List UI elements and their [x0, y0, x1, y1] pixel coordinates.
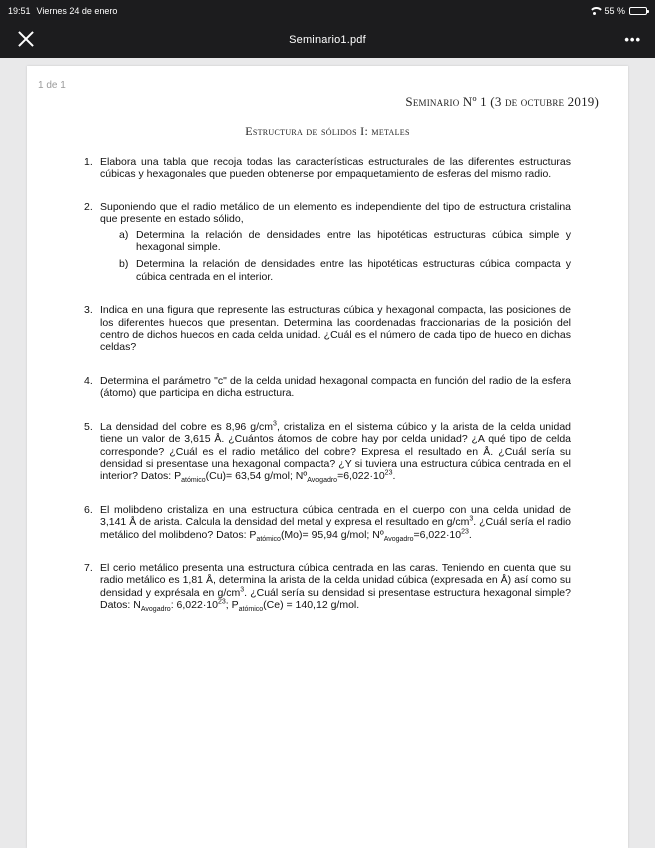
- subscript: atómico: [256, 535, 281, 543]
- text-run: =6,022·10: [337, 470, 385, 483]
- sub-question-list: [100, 229, 571, 284]
- status-date: Viernes 24 de enero: [36, 6, 118, 16]
- sub-question-text: Determina la relación de densidades entre las hipotéticas estructuras cúbica compacta y cúbica centrada en el interior.: [136, 258, 571, 283]
- subscript: Avogadro: [140, 606, 171, 614]
- text-run: (Ce) = 140,12 g/mol.: [263, 599, 360, 612]
- question-number: 3.: [84, 304, 93, 317]
- text-run: : 6,022·10: [170, 599, 218, 612]
- question-text: Determina el parámetro "c" de la celda unidad hexagonal compacta en función del radio de la esfera (átomo) que participa en dicha estructura.: [100, 374, 571, 400]
- subscript: Avogadro: [383, 535, 414, 543]
- seminar-title: Seminario Nº 1 (3 de octubre 2019): [405, 94, 599, 109]
- sub-question-letter: b): [119, 258, 129, 271]
- question-text: [100, 504, 571, 541]
- question-number: 2.: [84, 200, 93, 213]
- page-indicator: 1 de 1: [38, 80, 66, 91]
- superscript: 3: [240, 586, 245, 594]
- question-7: [84, 562, 571, 612]
- text-run: (Mo)= 95,94 g/mol; Nº: [280, 528, 384, 541]
- question-text: Elabora una tabla que recoja todas las características estructurales de las diferentes estructuras cúbicas y hexagonales que pueden obtenerse por empaquetamiento de esferas del mismo radio.: [100, 156, 571, 181]
- question-4: [84, 375, 571, 400]
- subscript: Avogadro: [307, 477, 338, 485]
- document-heading: Estructura de sólidos I: metales: [245, 124, 410, 138]
- wifi-icon: [589, 7, 600, 15]
- battery-percent: 55 %: [604, 6, 625, 16]
- question-list: [84, 156, 571, 629]
- question-number: 4.: [84, 374, 93, 387]
- text-run: El molibdeno cristaliza en una estructura cúbica centrada en el cuerpo con una celda unidad de 3,141 Å de arista. Calcula la densidad del metal y expresa el resultado en g/cm: [100, 503, 571, 529]
- question-text: Indica en una figura que represente las estructuras cúbica y hexagonal compacta, las posiciones de los diferentes huecos que presentan. Determina las coordenadas fraccionarias de la posición del centro de dichos huecos en cada celda unidad. ¿Cuál es el número de cada tipo de hueco en dichas celdas?: [100, 304, 571, 354]
- question-number: 5.: [84, 420, 93, 433]
- superscript: 23: [384, 469, 393, 477]
- question-1: [84, 156, 571, 181]
- text-run: .: [468, 528, 472, 541]
- close-icon[interactable]: [16, 29, 36, 49]
- sub-question-text: Determina la relación de densidades entre las hipotéticas estructuras cúbica simple y hexagonal simple.: [136, 228, 571, 254]
- sub-question-letter: a): [119, 228, 129, 241]
- question-number: 6.: [84, 503, 93, 516]
- sub-question-a: [100, 229, 571, 254]
- text-run: (Cu)= 63,54 g/mol; Nº: [205, 470, 308, 483]
- question-text: [100, 561, 571, 614]
- superscript: 23: [218, 598, 226, 606]
- more-options-button[interactable]: •••: [624, 32, 641, 47]
- document-title: Seminario1.pdf: [289, 34, 366, 46]
- subscript: atómico: [181, 477, 206, 485]
- text-run: . ¿Cuál sería su densidad si presentase estructura hexagonal simple? Datos: N: [100, 586, 571, 612]
- text-run: .: [392, 470, 396, 483]
- text-run: =6,022·10: [413, 528, 462, 541]
- question-3: [84, 304, 571, 354]
- text-run: , cristaliza en el sistema cúbico y la arista de la celda unidad tiene un valor de 3,615 Å. ¿Cuántos átomos de cobre hay por celda unidad? ¿A qué tipo de celda corresponde? ¿Cuál es el radio metálico del cobre? Expresa el resultado en Å. ¿Cuál sería su densidad si presentase una hexagonal compacta? ¿Y si tuviera una estructura cúbica centrada en el interior? Datos: P: [100, 420, 571, 483]
- text-run: La densidad del cobre es 8,96 g/cm: [100, 420, 274, 433]
- text-run: El cerio metálico presenta una estructura cúbica centrada en las caras. Teniendo en cuenta que su radio metálico es 1,81 Å, determina la arista de la celda unidad cúbica (expresada en Å) así como su densidad y exprésala en g/cm: [100, 561, 571, 599]
- superscript: 23: [461, 528, 469, 536]
- question-6: [84, 504, 571, 541]
- question-text: [100, 421, 571, 483]
- question-5: [84, 421, 571, 483]
- subscript: atómico: [238, 606, 264, 614]
- battery-icon: [629, 7, 647, 15]
- question-2: [84, 201, 571, 283]
- status-time: 19:51: [8, 6, 31, 16]
- sub-question-b: [100, 258, 571, 283]
- superscript: 3: [469, 515, 474, 523]
- superscript: 3: [273, 420, 277, 428]
- text-run: ; P: [225, 599, 239, 612]
- question-number: 7.: [84, 561, 93, 574]
- status-bar: [0, 0, 655, 22]
- question-number: 1.: [84, 156, 93, 168]
- nav-bar: [0, 22, 655, 58]
- text-run: . ¿Cuál sería el radio metálico del molibdeno? Datos: P: [100, 516, 571, 541]
- question-text: Suponiendo que el radio metálico de un elemento es independiente del tipo de estructura cristalina que presente en estado sólido,: [100, 200, 571, 226]
- status-right: [589, 6, 647, 16]
